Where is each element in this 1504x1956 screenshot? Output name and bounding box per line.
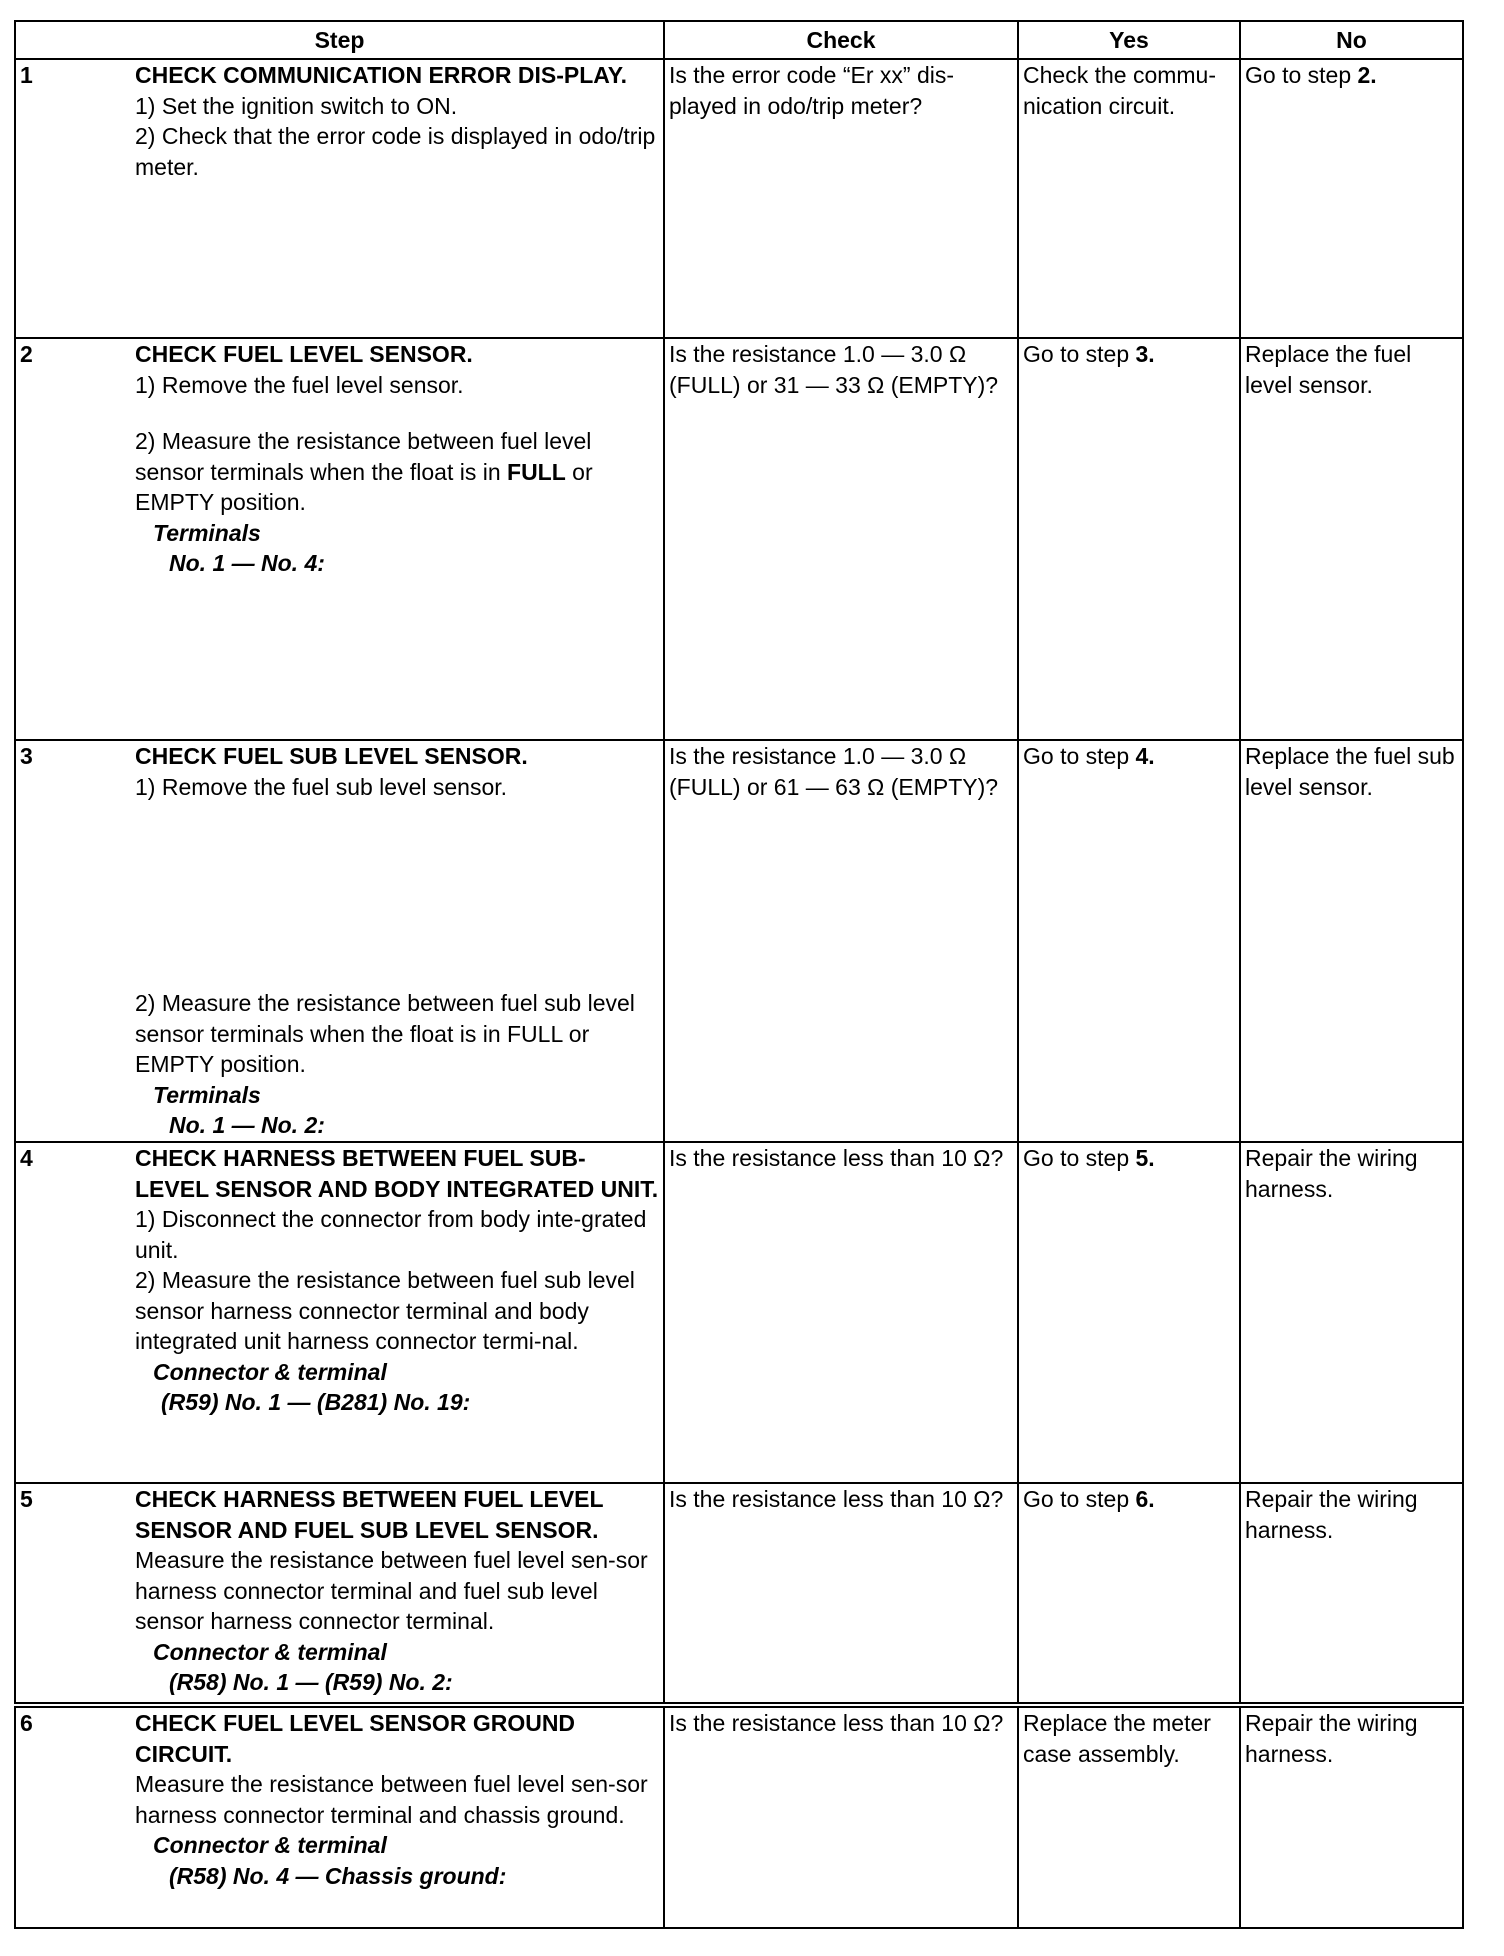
- step-number: 6: [15, 1705, 131, 1928]
- no-cell: Repair the wiring harness.: [1240, 1142, 1463, 1483]
- step-instruction: Measure the resistance between fuel level sen-sor harness connector terminal and fuel sub level sensor harness connector terminal.: [135, 1547, 648, 1634]
- yes-cell: Check the commu-nication circuit.: [1018, 59, 1240, 338]
- yes-cell: [1018, 740, 1240, 1142]
- step-description: [131, 1483, 664, 1705]
- yes-text: Go to step: [1023, 1486, 1136, 1512]
- yes-text: Go to step: [1023, 1145, 1136, 1171]
- table-row: [15, 1705, 1463, 1928]
- yes-cell: [1018, 1142, 1240, 1483]
- step-description: [131, 740, 664, 1142]
- table-row: [15, 1142, 1463, 1483]
- step-title: CHECK HARNESS BETWEEN FUEL SUB-LEVEL SENSOR AND BODY INTEGRATED UNIT.: [135, 1145, 659, 1202]
- header-yes: Yes: [1018, 21, 1240, 59]
- step-title: CHECK COMMUNICATION ERROR DIS-PLAY.: [135, 62, 627, 88]
- step-instruction: 2) Measure the resistance between fuel sub level sensor harness connector terminal and body integrated unit harness connector termi-nal.: [135, 1267, 635, 1354]
- spec-label: Connector & terminal: [153, 1832, 387, 1858]
- spec-label: Connector & terminal: [153, 1358, 387, 1385]
- step-number: 5: [15, 1483, 131, 1705]
- step-instruction: 1) Remove the fuel sub level sensor.: [135, 773, 508, 800]
- step-title: CHECK FUEL LEVEL SENSOR GROUND CIRCUIT.: [135, 1710, 576, 1767]
- no-cell: Repair the wiring harness.: [1240, 1705, 1463, 1928]
- step-description: [131, 1142, 664, 1483]
- check-cell: Is the resistance less than 10 Ω?: [664, 1483, 1018, 1705]
- check-cell: Is the resistance 1.0 — 3.0 Ω (FULL) or 61 — 63 Ω (EMPTY)?: [664, 740, 1018, 1142]
- yes-step-ref: 5.: [1135, 1145, 1155, 1171]
- check-cell: Is the resistance less than 10 Ω?: [664, 1705, 1018, 1928]
- step-instruction: Measure the resistance between fuel level sen-sor harness connector terminal and chassis ground.: [135, 1771, 648, 1828]
- no-cell: Repair the wiring harness.: [1240, 1483, 1463, 1705]
- yes-cell: Replace the meter case assembly.: [1018, 1705, 1240, 1928]
- step-instruction: 2) Measure the resistance between fuel sub level sensor terminals when the float is in FULL or EMPTY position.: [135, 990, 635, 1077]
- table-row: [15, 1483, 1463, 1705]
- spec-value: No. 1 — No. 2:: [169, 1112, 325, 1138]
- step-title: CHECK FUEL SUB LEVEL SENSOR.: [135, 743, 528, 769]
- header-step: Step: [15, 21, 664, 59]
- table-row: [15, 740, 1463, 1142]
- spacer: [135, 802, 659, 988]
- spec-label: Connector & terminal: [153, 1638, 387, 1665]
- header-check: Check: [664, 21, 1018, 59]
- no-cell: [1240, 59, 1463, 338]
- step-number: 4: [15, 1142, 131, 1483]
- spec-label: Terminals: [153, 519, 261, 546]
- header-row: [15, 21, 1463, 59]
- no-text: Go to step: [1245, 62, 1358, 88]
- check-cell: Is the resistance 1.0 — 3.0 Ω (FULL) or 31 — 33 Ω (EMPTY)?: [664, 338, 1018, 740]
- instruction-text: or EMPTY position.: [135, 458, 593, 515]
- instruction-text: 2) Measure the resistance between fuel level sensor terminals when the float is in: [135, 428, 592, 485]
- step-instruction: 1) Set the ignition switch to ON.: [135, 92, 458, 119]
- spec-value: (R58) No. 4 — Chassis ground:: [169, 1862, 507, 1889]
- yes-cell: [1018, 338, 1240, 740]
- no-step-ref: 2.: [1357, 62, 1377, 88]
- step-instruction: 1) Disconnect the connector from body inte-grated unit.: [135, 1206, 647, 1263]
- check-cell: Is the resistance less than 10 Ω?: [664, 1142, 1018, 1483]
- step-title: CHECK FUEL LEVEL SENSOR.: [135, 341, 473, 367]
- table-row: [15, 338, 1463, 740]
- yes-cell: [1018, 1483, 1240, 1705]
- yes-text: Go to step: [1023, 743, 1136, 769]
- spacer: [135, 400, 659, 426]
- step-title: CHECK HARNESS BETWEEN FUEL LEVEL SENSOR AND FUEL SUB LEVEL SENSOR.: [135, 1486, 604, 1543]
- yes-step-ref: 4.: [1135, 743, 1155, 769]
- check-cell: Is the error code “Er xx” dis-played in odo/trip meter?: [664, 59, 1018, 338]
- diagnostic-table: [14, 20, 1464, 1929]
- header-no: No: [1240, 21, 1463, 59]
- table-row: [15, 59, 1463, 338]
- step-number: 3: [15, 740, 131, 1142]
- no-cell: Replace the fuel level sensor.: [1240, 338, 1463, 740]
- spec-value: (R59) No. 1 — (B281) No. 19:: [161, 1389, 471, 1415]
- step-number: 1: [15, 59, 131, 338]
- step-description: [131, 59, 664, 338]
- instruction-emphasis: FULL: [507, 458, 566, 485]
- step-instruction: [135, 426, 659, 518]
- yes-text: Go to step: [1023, 341, 1136, 367]
- yes-step-ref: 3.: [1135, 341, 1155, 367]
- spec-value: No. 1 — No. 4:: [169, 550, 325, 576]
- step-description: [131, 338, 664, 740]
- spec-label: Terminals: [153, 1081, 261, 1108]
- spec-value: (R58) No. 1 — (R59) No. 2:: [169, 1669, 453, 1695]
- yes-step-ref: 6.: [1135, 1486, 1155, 1512]
- step-instruction: 2) Check that the error code is displayed in odo/trip meter.: [135, 123, 656, 180]
- step-number: 2: [15, 338, 131, 740]
- no-cell: Replace the fuel sub level sensor.: [1240, 740, 1463, 1142]
- step-instruction: 1) Remove the fuel level sensor.: [135, 371, 464, 398]
- step-description: [131, 1705, 664, 1928]
